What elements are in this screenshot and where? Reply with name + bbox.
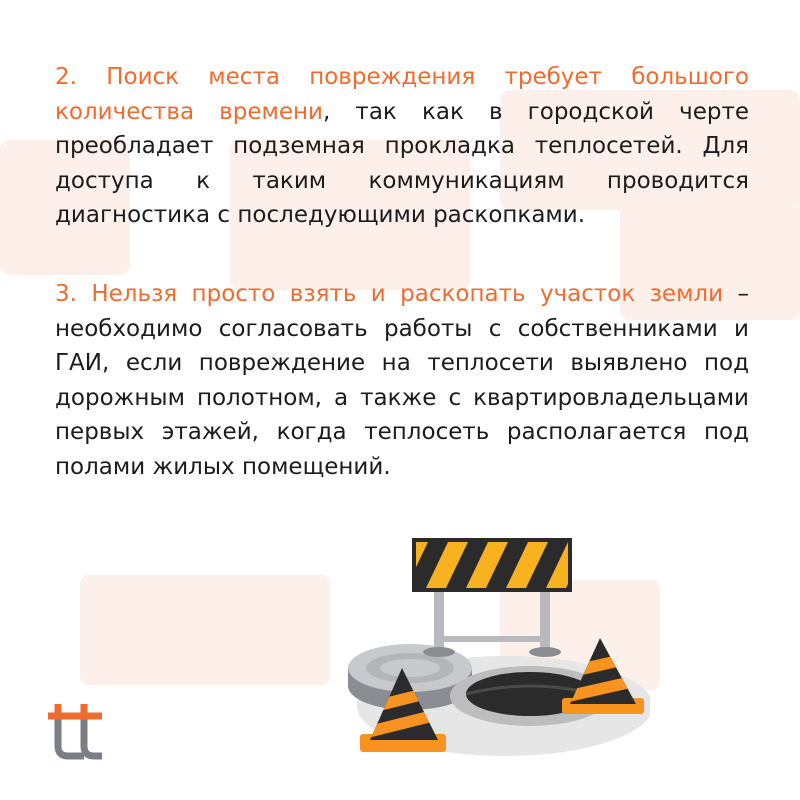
- paragraph-search-time: [55, 60, 749, 233]
- paragraph-3-text: – необходимо согласовать работы с собственниками и ГАИ, если повреждение на теплосети выявлено под дорожным полотном, а также с квартировладельцами первых этажей, когда теплосеть располагается под полами жилых помещений.: [55, 281, 749, 480]
- company-logo-icon: [44, 700, 126, 764]
- paragraph-2-text: , так как в городской черте преобладает подземная прокладка теплосетей. Для доступа к таким коммуникациям проводится диагностика с последующими раскопками.: [55, 98, 749, 228]
- road-works-manhole-icon: [330, 528, 650, 780]
- paragraph-excavation-approval: [55, 277, 749, 484]
- paragraph-2-highlight: 2. Поиск места повреждения требует большого количества времени: [55, 64, 749, 125]
- paragraph-3-highlight: 3. Нельзя просто взять и раскопать участок земли: [55, 281, 724, 307]
